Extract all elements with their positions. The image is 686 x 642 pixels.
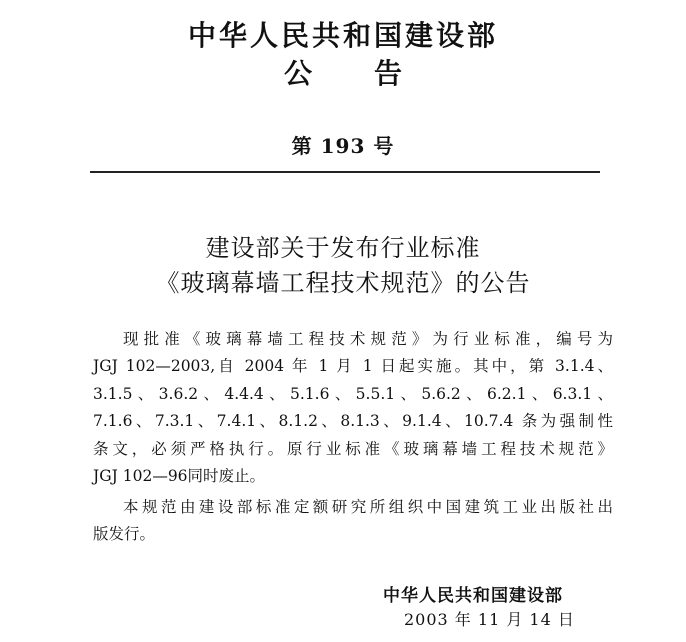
paragraph-line: JGJ 102—96同时废止。 — [93, 466, 266, 485]
title-line-1: 建设部关于发布行业标准 — [205, 234, 481, 262]
signature-organization: 中华人民共和国建设部 — [383, 586, 563, 606]
paragraph-line: JGJ 102—2003,自 2004 年 1 月 1 日起实施。其中，第 3.1.4、 — [93, 357, 613, 376]
title-line-2: 《玻璃幕墙工程技术规范》的公告 — [155, 269, 531, 297]
paragraph-line: 版发行。 — [93, 525, 156, 544]
paragraph-line: 现批准《玻璃幕墙工程技术规范》为行业标准，编号为 — [123, 330, 613, 348]
paragraph-line: 7.1.6、7.3.1、7.4.1、8.1.2、8.1.3、9.1.4、10.7.4 条为强制性 — [93, 412, 613, 431]
notice-number: 第 193 号 — [291, 134, 395, 158]
body-paragraph-1 — [93, 326, 613, 490]
body-paragraph-2 — [93, 494, 613, 549]
paragraph-line: 本规范由建设部标准定额研究所组织中国建筑工业出版社出 — [123, 498, 613, 516]
paragraph-line: 条文，必须严格执行。原行业标准《玻璃幕墙工程技术规范》 — [93, 439, 613, 458]
signature-date: 2003 年 11 月 14 日 — [404, 610, 575, 629]
paragraph-line: 3.1.5、3.6.2、4.4.4、5.1.6、5.5.1、5.6.2、6.2.1、6.3.1、 — [93, 384, 613, 403]
notice-word: 公告 — [283, 57, 464, 90]
divider-line — [90, 171, 600, 173]
ministry-name: 中华人民共和国建设部 — [187, 19, 498, 52]
